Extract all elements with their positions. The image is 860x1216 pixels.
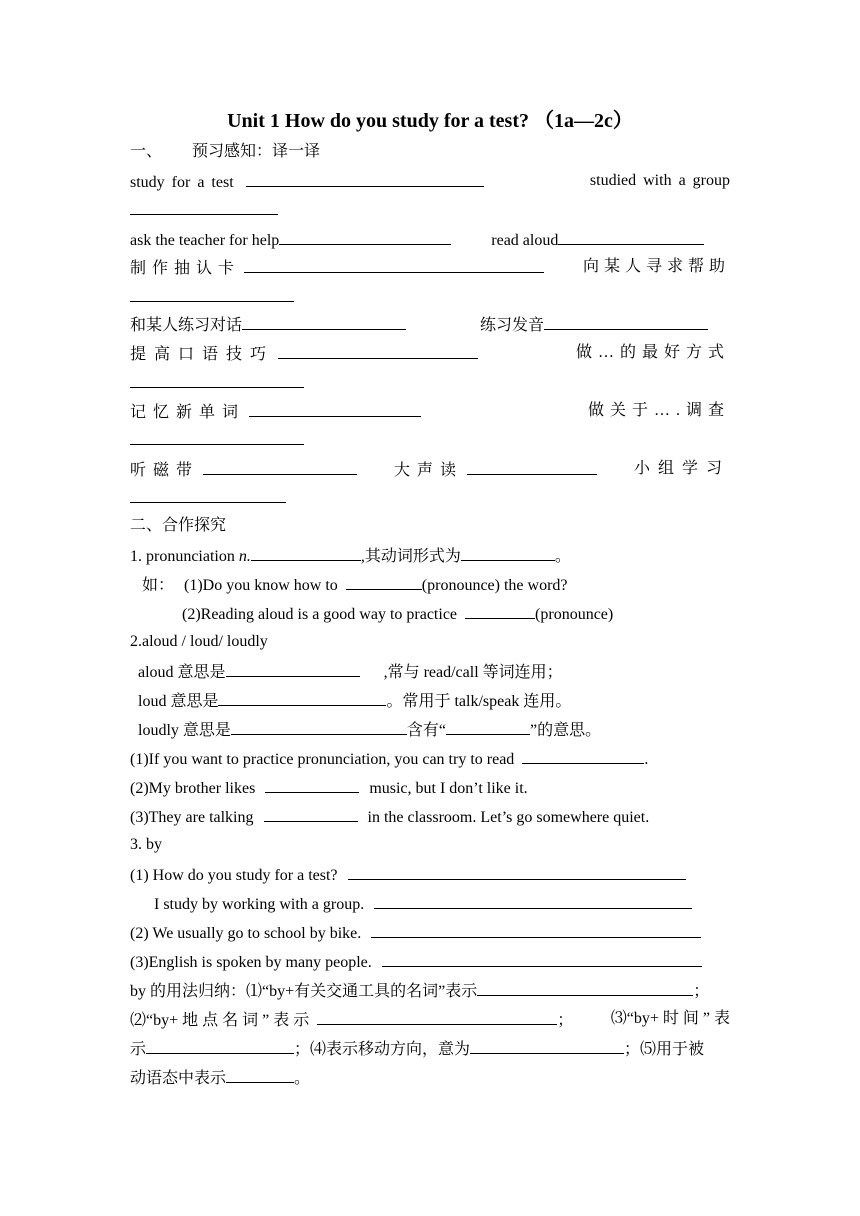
question-2-aloud: aloud 意思是 ,常与 read/call 等词连用； [130, 660, 738, 684]
answer-blank[interactable] [251, 544, 361, 561]
phrase-group-study: 小组学习 [633, 460, 730, 477]
section1-heading-number: 一、 [130, 143, 163, 160]
answer-blank[interactable] [203, 458, 357, 475]
phrase-practice-conversations: 和某人练习对话 [130, 317, 243, 334]
question-1: 1. pronunciation n. ,其动词形式为 。 [130, 544, 730, 568]
phrase-row-6 [130, 400, 730, 424]
answer-blank[interactable] [374, 892, 692, 909]
answer-blank[interactable] [242, 313, 406, 330]
phrase-row-2 [130, 228, 730, 252]
section2-heading: 二、合作探究 [130, 517, 227, 534]
by-summary-line-2: ⑵“by+ 地 点 名 词 ” 表 示 ； ⑶“by+ 时 间 ” 表 [130, 1010, 730, 1029]
phrase-make-flashcards: 制作抽认卡 [130, 260, 241, 277]
answer-blank[interactable] [249, 400, 421, 417]
phrase-row-5-wrap [130, 371, 730, 395]
answer-blank[interactable] [231, 718, 407, 735]
phrase-row-6-wrap [130, 428, 730, 452]
answer-blank[interactable] [446, 718, 530, 735]
question-2-title: 2.aloud / loud/ loudly [130, 633, 268, 650]
phrase-do-survey: 做关于….调查 [587, 402, 730, 419]
answer-blank[interactable] [130, 285, 294, 302]
answer-blank[interactable] [348, 863, 686, 880]
answer-blank[interactable] [278, 342, 478, 359]
answer-blank[interactable] [467, 458, 597, 475]
answer-blank[interactable] [244, 256, 544, 273]
phrase-improve-speaking: 提高口语技巧 [130, 346, 275, 363]
by-summary-line-1: by 的用法归纳：⑴“by+有关交通工具的名词”表示 ； [130, 979, 730, 1003]
answer-blank[interactable] [218, 689, 386, 706]
phrase-row-4 [130, 313, 730, 337]
answer-blank[interactable] [226, 1066, 294, 1083]
answer-blank[interactable] [346, 573, 422, 590]
answer-blank[interactable] [465, 602, 535, 619]
question-3-sentence-2: (2) We usually go to school by bike. [130, 921, 730, 945]
phrase-row-3 [130, 256, 730, 280]
question-2-sentence-3: (3)They are talking in the classroom. Let’s go somewhere quiet. [130, 805, 730, 829]
answer-blank[interactable] [130, 486, 286, 503]
question-1-example-2: (2)Reading aloud is a good way to practice (pronounce) [130, 602, 782, 626]
phrase-row-7-wrap [130, 486, 730, 510]
phrase-row-1-wrap [130, 198, 730, 222]
phrase-row-5 [130, 342, 730, 366]
question-2-loud: loud 意思是 。常用于 talk/speak 连用。 [130, 689, 738, 713]
answer-blank[interactable] [226, 660, 360, 677]
phrase-row-7 [130, 458, 730, 482]
answer-blank[interactable] [279, 228, 451, 245]
answer-blank[interactable] [371, 921, 701, 938]
section1-heading-text: 预习感知：译一译 [192, 143, 321, 160]
section1-heading [130, 141, 730, 163]
answer-blank[interactable] [130, 198, 278, 215]
phrase-study-for-a-test: study for a test [130, 174, 234, 191]
phrase-memorize-words: 记忆新单词 [130, 404, 246, 421]
phrase-read-aloud: read aloud [491, 232, 559, 249]
phrase-row-1 [130, 170, 730, 194]
question-3-title: 3. by [130, 836, 162, 853]
question-2-sentence-2: (2)My brother likes music, but I don’t like it. [130, 776, 730, 800]
answer-blank[interactable] [558, 228, 704, 245]
phrase-practice-pronunciation: 练习发音 [480, 317, 545, 334]
phrase-listen-to-tapes: 听磁带 [130, 462, 200, 479]
question-3-sentence-1b: I study by working with a group. [130, 892, 754, 916]
phrase-read-aloud-cn: 大声读 [393, 462, 463, 479]
example-label: 如： [142, 577, 175, 594]
phrase-row-3-wrap [130, 285, 730, 309]
part-of-speech: n. [238, 548, 251, 565]
by-summary-line-3: 示 ；⑷表示移动方向，意为 ；⑸用于被 [130, 1037, 730, 1061]
answer-blank[interactable] [317, 1008, 557, 1025]
question-2-loudly: loudly 意思是 含有“ ”的意思。 [130, 718, 738, 742]
answer-blank[interactable] [544, 313, 708, 330]
answer-blank[interactable] [461, 544, 555, 561]
answer-blank[interactable] [146, 1037, 294, 1054]
page-title: Unit 1 How do you study for a test? （1a—2c） [227, 110, 633, 132]
answer-blank[interactable] [477, 979, 693, 996]
answer-blank[interactable] [130, 371, 304, 388]
question-2-sentence-1: (1)If you want to practice pronunciation, you can try to read . [130, 747, 730, 771]
phrase-best-way: 做…的最好方式 [575, 344, 730, 361]
question-3-sentence-3: (3)English is spoken by many people. [130, 950, 730, 974]
answer-blank[interactable] [265, 776, 359, 793]
by-summary-line-4: 动语态中表示 。 [130, 1066, 730, 1090]
answer-blank[interactable] [382, 950, 702, 967]
question-1-example-1: 如： (1)Do you know how to (pronounce) the word? [130, 573, 742, 597]
answer-blank[interactable] [522, 747, 644, 764]
phrase-studied-with-a-group: studied with a group [589, 172, 730, 189]
answer-blank[interactable] [264, 805, 358, 822]
question-3-sentence-1: (1) How do you study for a test? [130, 863, 730, 887]
phrase-ask-for-help: 向某人寻求帮助 [582, 258, 730, 275]
answer-blank[interactable] [470, 1037, 624, 1054]
answer-blank[interactable] [246, 170, 484, 187]
phrase-ask-teacher-for-help: ask the teacher for help [130, 232, 280, 249]
answer-blank[interactable] [130, 428, 304, 445]
